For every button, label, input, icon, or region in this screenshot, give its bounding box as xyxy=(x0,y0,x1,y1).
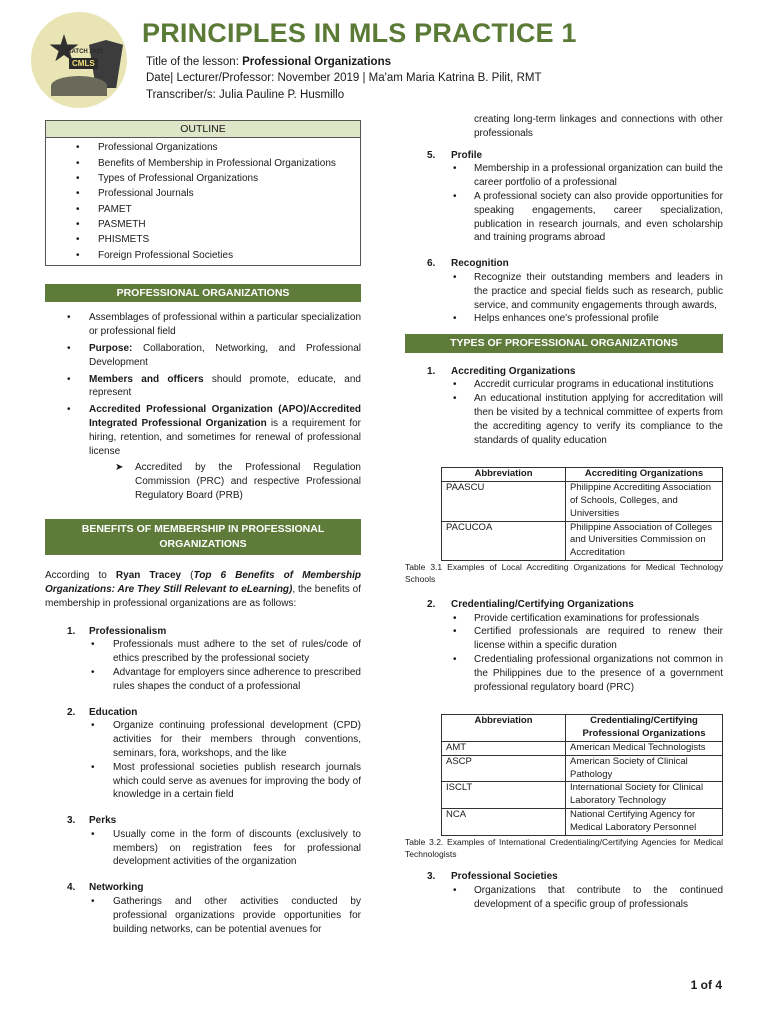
table-cell-organization: National Certifying Agency for Medical Laboratory Personnel xyxy=(566,809,723,836)
outline-item: • PHISMETS xyxy=(46,232,360,247)
benefits-list-left xyxy=(45,625,361,937)
outline-item: • PAMET xyxy=(46,202,360,217)
numbered-heading: 3. Perks xyxy=(67,815,117,827)
numbered-heading: 4. Networking xyxy=(67,882,144,894)
list-item: • Provide certification examinations for professionals xyxy=(405,612,723,626)
table-row xyxy=(442,809,723,836)
table-cell-organization: Philippine Accrediting Association of Schools, Colleges, and Universities xyxy=(566,482,723,521)
sub-bullet-list xyxy=(405,162,723,245)
list-item: • Usually come in the form of discounts (exclusively to members) on registration fees for professional development activities of the organization xyxy=(45,828,361,869)
type-heading-credentialing: 2. Credentialing/Certifying Organizations xyxy=(427,598,634,610)
table-header: Accrediting Organizations xyxy=(566,468,723,482)
list-item: • Organize continuing professional development (CPD) activities for their members through conventions, seminars, fora, workshops, and the like xyxy=(45,719,361,760)
outline-item: • Professional Organizations xyxy=(46,140,360,155)
page-number: 1 of 4 xyxy=(690,978,722,993)
outline-item: • Professional Journals xyxy=(46,186,360,201)
outline-item: • Types of Professional Organizations xyxy=(46,171,360,186)
course-title: PRINCIPLES IN MLS PRACTICE 1 xyxy=(142,18,577,48)
list-item: • Accredit curricular programs in educational institutions xyxy=(405,378,723,392)
lesson-title: Professional Organizations xyxy=(242,56,391,68)
table-cell-abbreviation: NCA xyxy=(442,809,566,836)
lesson-meta xyxy=(146,54,541,103)
numbered-heading: 2. Education xyxy=(67,706,138,718)
list-item: • Certified professionals are required to renew their license within a specific duration xyxy=(405,625,723,653)
table-row xyxy=(442,741,723,755)
section-heading-types: TYPES OF PROFESSIONAL ORGANIZATIONS xyxy=(405,334,723,352)
list-item: • Assemblages of professional within a particular specialization or professional field xyxy=(45,311,361,339)
table-cell-organization: American Medical Technologists xyxy=(566,741,723,755)
sub-bullet-list xyxy=(45,895,361,936)
list-item: • Most professional societies publish research journals which could serve as avenues for improving the body of knowledge in a certain field xyxy=(45,761,361,802)
section-heading-professional-organizations: PROFESSIONAL ORGANIZATIONS xyxy=(45,284,361,302)
sub-bullet-list xyxy=(45,638,361,693)
table-cell-organization: American Society of Clinical Pathology xyxy=(566,755,723,782)
logo-cmls-text: CMLS xyxy=(69,58,98,69)
credentialing-bullets xyxy=(405,612,723,695)
list-item: • Helps enhances one's professional profile xyxy=(405,312,723,326)
lesson-title-line: Title of the lesson: Professional Organizations xyxy=(146,56,391,68)
outline-heading: OUTLINE xyxy=(46,121,360,138)
outline-list xyxy=(46,138,360,264)
outline-item: • PASMETH xyxy=(46,217,360,232)
numbered-heading: 6. Recognition xyxy=(427,258,509,270)
table-row xyxy=(442,521,723,560)
outline-item: • Foreign Professional Societies xyxy=(46,248,360,263)
benefits-intro: According to Ryan Tracey (Top 6 Benefits of Membership Organizations: Are They Still Relevant to eLearning), the benefits of membership in professional organizations are as follows: xyxy=(45,570,361,609)
outline-box xyxy=(45,120,361,266)
benefits-list-right xyxy=(405,149,723,327)
table-header: Credentialing/Certifying Professional Organizations xyxy=(566,715,723,742)
numbered-heading: 5. Profile xyxy=(427,149,483,161)
arrow-sub-item: ➤ Accredited by the Professional Regulation Commission (PRC) and respective Professional Regulatory Board (PRB) xyxy=(45,461,361,502)
logo-batch-text: BATCH 2023 xyxy=(67,49,103,55)
sub-bullet-list xyxy=(45,719,361,802)
numbered-heading: 1. Professionalism xyxy=(67,625,167,637)
table-row xyxy=(442,755,723,782)
prof-org-bullets xyxy=(45,311,361,458)
table-header: Abbreviation xyxy=(442,468,566,482)
list-item: • Purpose: Collaboration, Networking, and Professional Development xyxy=(45,342,361,370)
list-item: • Professionals must adhere to the set of rules/code of ethics prescribed by the professional society xyxy=(45,638,361,666)
table-caption-3-2: Table 3.2. Examples of International Credentialing/Certifying Agencies for Medical Technologists xyxy=(405,836,723,859)
date-lecturer-line: Date| Lecturer/Professor: November 2019 | Ma'am Maria Katrina B. Pilit, RMT xyxy=(146,72,542,85)
table-row xyxy=(442,482,723,521)
table-cell-abbreviation: PAASCU xyxy=(442,482,566,521)
list-item: • Membership in a professional organization can build the career portfolio of a professional xyxy=(405,162,723,190)
outline-item: • Benefits of Membership in Professional Organizations xyxy=(46,156,360,171)
table-header: Abbreviation xyxy=(442,715,566,742)
sub-bullet-list xyxy=(45,828,361,869)
list-item: • Credentialing professional organizations not common in the Philippines due to the presence of a government professional regulatory board (PRC) xyxy=(405,653,723,694)
table-cell-abbreviation: AMT xyxy=(442,741,566,755)
list-item: • An educational institution applying for accreditation will then be visited by a technical committee of experts from the accrediting agency to verify its compliance to the standards of quality education xyxy=(405,392,723,447)
table-cell-organization: International Society for Clinical Laboratory Technology xyxy=(566,782,723,809)
accrediting-table xyxy=(441,467,723,561)
transcriber-line: Transcriber/s: Julia Pauline P. Husmillo xyxy=(146,88,345,101)
right-column xyxy=(405,113,723,912)
table-cell-abbreviation: ASCP xyxy=(442,755,566,782)
list-item: • Recognize their outstanding members and leaders in the practice and special fields such as research, public service, and community engagements through awards, xyxy=(405,271,723,312)
type-heading-societies: 3. Professional Societies xyxy=(427,871,558,883)
list-item: • Members and officers should promote, educate, and represent xyxy=(45,373,361,401)
societies-bullets xyxy=(405,884,723,912)
type-heading-accrediting: 1. Accrediting Organizations xyxy=(427,365,576,377)
table-cell-organization: Philippine Association of Colleges and Universities Commission on Accreditation xyxy=(566,521,723,560)
list-item: • A professional society can also provide opportunities for speaking engagements, career specialization, publication in research journals, and even scholarship and training programs abroad xyxy=(405,190,723,245)
table-cell-abbreviation: PACUCOA xyxy=(442,521,566,560)
table-caption-3-1: Table 3.1 Examples of Local Accrediting Organizations for Medical Technology Schools xyxy=(405,562,723,585)
list-item: • Accredited Professional Organization (APO)/Accredited Integrated Professional Organization is a requirement for hiring, retention, and sometimes for renewal of professional license xyxy=(45,403,361,458)
left-column xyxy=(45,120,361,936)
batch-logo xyxy=(31,12,127,108)
sub-bullet-list xyxy=(405,271,723,326)
logo-base-shape xyxy=(51,76,107,96)
credentialing-table xyxy=(441,714,723,835)
table-cell-abbreviation: ISCLT xyxy=(442,782,566,809)
list-item: • Organizations that contribute to the continued development of a specific group of professionals xyxy=(405,884,723,912)
networking-continued: creating long-term linkages and connections with other professionals xyxy=(474,114,723,139)
accrediting-bullets xyxy=(405,378,723,447)
table-row xyxy=(442,782,723,809)
section-heading-benefits: BENEFITS OF MEMBERSHIP IN PROFESSIONAL ORGANIZATIONS xyxy=(45,519,361,555)
list-item: • Gatherings and other activities conducted by professional organizations provide opportunities for building networks, can be potential avenues for xyxy=(45,895,361,936)
list-item: • Advantage for employers since adherence to prescribed rules shapes the conduct of a professional xyxy=(45,666,361,694)
